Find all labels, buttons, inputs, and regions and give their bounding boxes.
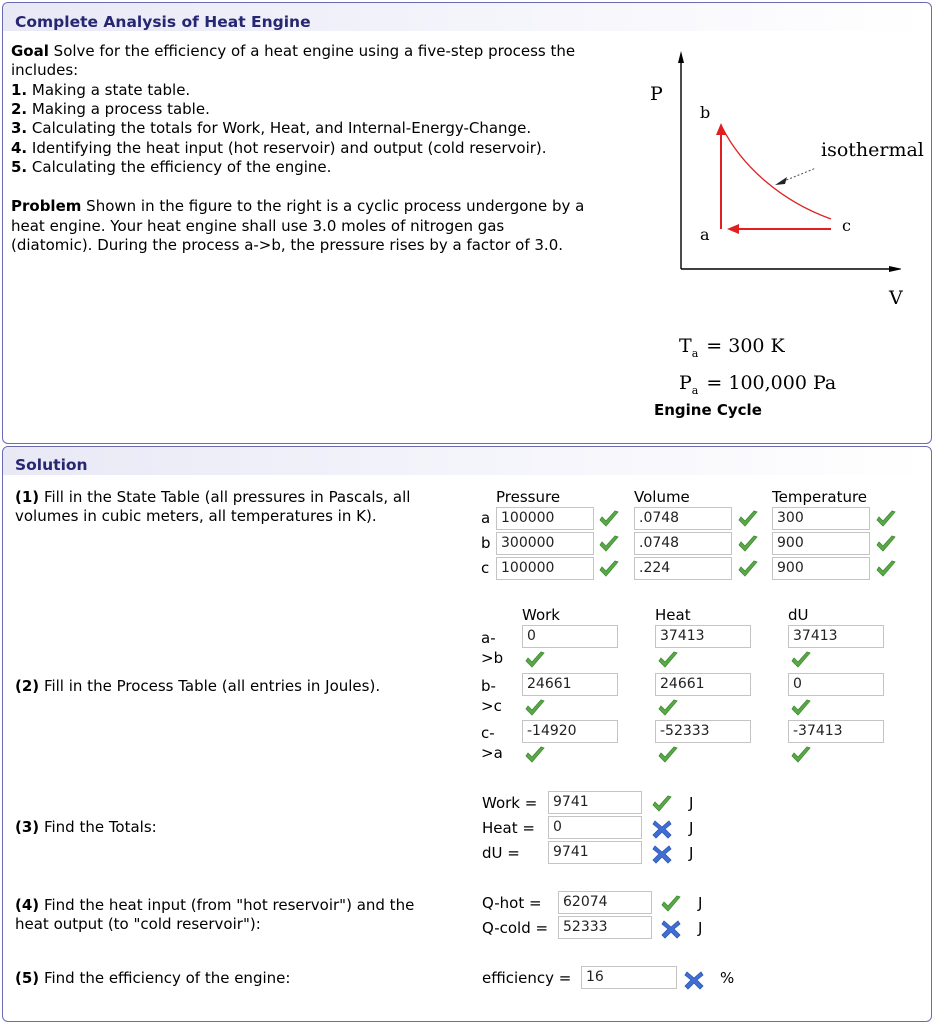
v-axis-arrow <box>889 266 901 272</box>
process-ab-du-input[interactable]: 37413 <box>788 625 884 648</box>
total-work-input[interactable]: 9741 <box>548 791 642 814</box>
qhot-label: Q-hot = <box>482 894 542 912</box>
step5-line: (5) Find the efficiency of the engine: <box>15 969 291 987</box>
qcold-label: Q-cold = <box>482 919 549 937</box>
cross-icon <box>683 970 705 990</box>
process-ab-heat-input[interactable]: 37413 <box>655 625 751 648</box>
point-a-label: a <box>700 225 710 244</box>
process-ca-arrow <box>727 224 739 234</box>
state-row-a-label: a <box>481 509 491 527</box>
qcold-unit: J <box>698 919 703 937</box>
step-item-1: 1. Making a state table. <box>11 81 191 99</box>
state-a-temperature-input[interactable]: 300 <box>772 507 870 530</box>
step-item-2: 2. Making a process table. <box>11 100 210 118</box>
check-icon <box>524 698 546 718</box>
pa-equation: $P_a = 100,000$ Pa <box>679 372 837 397</box>
ta-equation: $T_a = 300$ K <box>679 335 785 360</box>
state-b-pressure-input[interactable]: 300000 <box>496 532 594 555</box>
process-ab-work-input[interactable]: 0 <box>522 625 618 648</box>
point-c-label: c <box>842 216 851 235</box>
check-icon <box>598 559 620 579</box>
qcold-input[interactable]: 52333 <box>558 916 652 939</box>
pa-value: = 100,000 Pa <box>706 372 837 394</box>
solution-panel <box>2 446 932 1022</box>
p-axis-arrow <box>678 51 684 63</box>
cross-icon <box>651 819 673 839</box>
step4-line-2: heat output (to "cold reservoir"): <box>15 915 261 933</box>
check-icon <box>875 509 897 529</box>
check-icon <box>790 650 812 670</box>
state-c-pressure-input[interactable]: 100000 <box>496 557 594 580</box>
step-item-5: 5. Calculating the efficiency of the engine. <box>11 158 332 176</box>
check-icon <box>651 794 673 814</box>
problem-panel-title: Complete Analysis of Heat Engine <box>15 13 311 31</box>
total-du-input[interactable]: 9741 <box>548 841 642 864</box>
total-work-unit: J <box>689 794 694 812</box>
process-row-ab-label-2: >b <box>481 649 504 667</box>
state-b-volume-input[interactable]: .0748 <box>634 532 732 555</box>
figure-caption: Engine Cycle <box>654 401 762 419</box>
state-a-pressure-input[interactable]: 100000 <box>496 507 594 530</box>
check-icon <box>737 534 759 554</box>
step3-line: (3) Find the Totals: <box>15 818 157 836</box>
state-c-volume-input[interactable]: .224 <box>634 557 732 580</box>
state-a-volume-input[interactable]: .0748 <box>634 507 732 530</box>
goal-text: Solve for the efficiency of a heat engine using a five-step process the <box>53 42 576 60</box>
state-header-temperature: Temperature <box>772 488 868 506</box>
total-heat-input[interactable]: 0 <box>548 816 642 839</box>
problem-panel <box>2 2 932 444</box>
process-row-ca-label-1: c- <box>481 724 495 742</box>
pv-diagram <box>641 41 901 311</box>
step-item-4: 4. Identifying the heat input (hot reservoir) and output (cold reservoir). <box>11 139 547 157</box>
isotherm-curve <box>721 125 831 219</box>
check-icon <box>657 698 679 718</box>
total-work-label: Work = <box>482 794 538 812</box>
process-ca-heat-input[interactable]: -52333 <box>655 720 751 743</box>
check-icon <box>598 509 620 529</box>
cross-icon <box>660 919 682 939</box>
check-icon <box>875 534 897 554</box>
problem-line-3: (diatomic). During the process a->b, the pressure rises by a factor of 3.0. <box>11 236 564 254</box>
process-bc-heat-input[interactable]: 24661 <box>655 673 751 696</box>
qhot-unit: J <box>698 894 703 912</box>
step1-line-1: (1) Fill in the State Table (all pressures in Pascals, all <box>15 488 411 506</box>
check-icon <box>737 559 759 579</box>
process-bc-du-input[interactable]: 0 <box>788 673 884 696</box>
state-row-c-label: c <box>481 559 490 577</box>
p-axis-label: P <box>650 83 663 105</box>
check-icon <box>875 559 897 579</box>
step-item-3: 3. Calculating the totals for Work, Heat, and Internal-Energy-Change. <box>11 119 532 137</box>
process-ab-arrow <box>716 123 726 135</box>
process-header-heat: Heat <box>655 606 691 624</box>
check-icon <box>524 745 546 765</box>
point-b-label: b <box>700 103 711 122</box>
process-row-bc-label-1: b- <box>481 677 496 695</box>
cross-icon <box>651 844 673 864</box>
process-header-work: Work <box>522 606 560 624</box>
state-header-pressure: Pressure <box>496 488 561 506</box>
process-row-bc-label-2: >c <box>481 697 502 715</box>
isotherm-arrow <box>775 177 787 185</box>
goal-label: Goal <box>11 42 49 60</box>
state-c-temperature-input[interactable]: 900 <box>772 557 870 580</box>
check-icon <box>660 894 682 914</box>
goal-line-1 <box>11 42 575 60</box>
process-ca-du-input[interactable]: -37413 <box>788 720 884 743</box>
process-row-ab-label-1: a- <box>481 629 496 647</box>
check-icon <box>657 745 679 765</box>
problem-line-1: Problem Shown in the figure to the right is a cyclic process undergone by a <box>11 197 585 215</box>
check-icon <box>598 534 620 554</box>
efficiency-input[interactable]: 16 <box>581 966 677 989</box>
process-ca-work-input[interactable]: -14920 <box>522 720 618 743</box>
solution-panel-header <box>3 447 931 475</box>
solution-panel-title: Solution <box>15 456 88 474</box>
step2-line: (2) Fill in the Process Table (all entries in Joules). <box>15 677 381 695</box>
total-heat-unit: J <box>689 819 694 837</box>
qhot-input[interactable]: 62074 <box>558 891 652 914</box>
total-du-label: dU = <box>482 844 520 862</box>
check-icon <box>657 650 679 670</box>
state-header-volume: Volume <box>634 488 690 506</box>
efficiency-unit: % <box>720 969 735 987</box>
goal-line-2: includes: <box>11 61 79 79</box>
check-icon <box>737 509 759 529</box>
v-axis-label: V <box>889 287 903 309</box>
check-icon <box>790 745 812 765</box>
check-icon <box>790 698 812 718</box>
state-row-b-label: b <box>481 534 491 552</box>
ta-value: = 300 K <box>706 335 785 357</box>
problem-line-2: heat engine. Your heat engine shall use 3.0 moles of nitrogen gas <box>11 217 505 235</box>
step4-line-1: (4) Find the heat input (from "hot reservoir") and the <box>15 896 415 914</box>
process-row-ca-label-2: >a <box>481 744 503 762</box>
isothermal-label: isothermal <box>821 139 924 161</box>
step1-line-2: volumes in cubic meters, all temperatures in K). <box>15 507 377 525</box>
total-heat-label: Heat = <box>482 819 535 837</box>
state-b-temperature-input[interactable]: 900 <box>772 532 870 555</box>
process-bc-work-input[interactable]: 24661 <box>522 673 618 696</box>
check-icon <box>524 650 546 670</box>
total-du-unit: J <box>689 844 694 862</box>
problem-label: Problem <box>11 197 82 215</box>
process-header-du: dU <box>788 606 809 624</box>
efficiency-label: efficiency = <box>482 969 572 987</box>
